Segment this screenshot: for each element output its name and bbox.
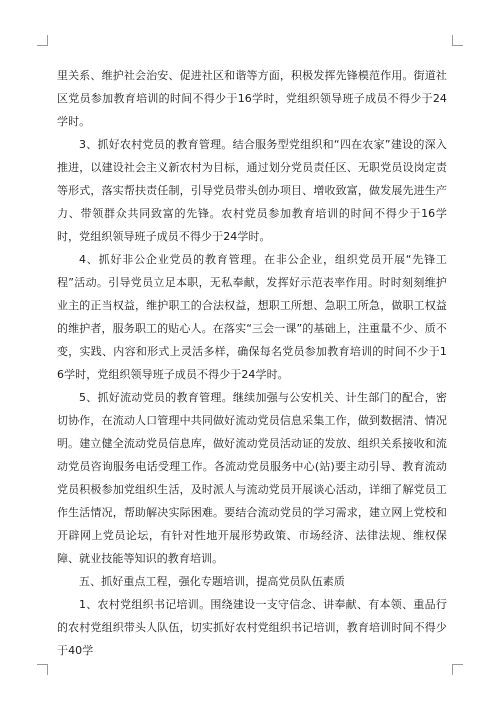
paragraph-mobile-members: 5、抓好流动党员的教育管理。继续加强与公安机关、计生部门的配合，密切协作，在流动人口管理中共同做好流动党员信息采集工作，做到数据清、情况明。建立健全流动党员信息库，做好流动党员活动证的发放、组织关系接收和流动党员咨询服务电话受理工作。各流动党员服务中心(站)要主动引导、教育流动党员积极参加党组织生活，及时派人与流动党员开展谈心活动，详细了解党员工作生活情况，帮助解决实际困难。要结合流动党员的学习需求，建立网上党校和开辟网上党员论坛，有针对性地开展形势政策、市场经济、法律法规、维权保障、就业技能等知识的教育培训。	[57, 391, 447, 565]
crop-mark-top-left	[37, 35, 48, 46]
crop-mark-bottom-left	[37, 664, 48, 675]
paragraph-rural-members: 3、抓好农村党员的教育管理。结合服务型党组织和“四在农家”建设的深入推进，以建设社会主义新农村为目标，通过划分党员责任区、无职党员设岗定责等形式，落实帮扶责任制，引导党员带头创办项目、增收致富，做发展先进生产力、带领群众共同致富的先锋。农村党员参加教育培训的时间不得少于16学时，党组织领导班子成员不得少于24学时。	[57, 138, 447, 243]
paragraph-continued: 里关系、维护社会治安、促进社区和谐等方面，积极发挥先锋模范作用。街道社区党员参加教育培训的时间不得少于16学时，党组织领导班子成员不得少于24学时。	[57, 69, 447, 128]
crop-mark-top-right	[452, 35, 463, 46]
crop-mark-bottom-right	[452, 664, 463, 675]
paragraph-rural-secretary-training: 1、农村党组织书记培训。围绕建设一支守信念、讲奉献、有本领、重品行的农村党组织带头人队伍，切实抓好农村党组织书记培训，教育培训时间不得少于40学	[57, 598, 447, 657]
paragraph-non-public-enterprise: 4、抓好非公企业党员的教育管理。在非公企业，组织党员开展“先锋工程”活动。引导党员立足本职，无私奉献，发挥好示范表率作用。时时刻刻维护业主的正当权益，维护职工的合法权益，想职工所想、急职工所急，做职工权益的维护者，服务职工的贴心人。在落实“三会一课”的基础上，注重量不少、质不变，实践、内容和形式上灵活多样，确保每名党员参加教育培训的时间不少于16学时，党组织领导班子成员不得少于24学时。	[57, 253, 447, 381]
section-heading: 五、抓好重点工程，强化专题培训，提高党员队伍素质	[79, 575, 345, 588]
document-body	[57, 64, 447, 662]
